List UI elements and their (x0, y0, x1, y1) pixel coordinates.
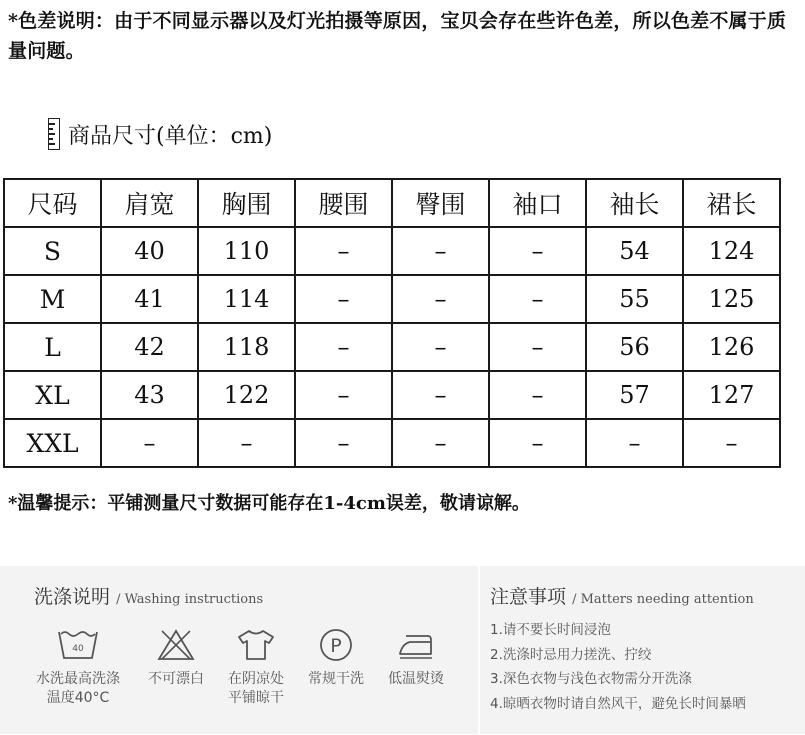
table-cell: 42 (101, 323, 198, 371)
header-cell: 袖口 (489, 179, 586, 227)
table-row (4, 419, 780, 467)
color-difference-notice: *色差说明：由于不同显示器以及灯光拍摄等原因，宝贝会存在些许色差，所以色差不属于质量问题。 (8, 10, 787, 62)
list-item: 3.深色衣物与浅色衣物需分开洗涤 (490, 671, 692, 687)
table-cell: – (392, 323, 489, 371)
attention-tips (490, 618, 746, 716)
header-cell: 裙长 (683, 179, 780, 227)
size-title-text: 商品尺寸(单位：cm) (68, 123, 273, 149)
table-cell: 125 (683, 275, 780, 323)
attention-panel (480, 566, 805, 734)
header-cell: 肩宽 (101, 179, 198, 227)
iron-low-icon (396, 628, 436, 662)
table-cell: – (489, 323, 586, 371)
table-cell: – (101, 419, 198, 467)
table-cell: 54 (586, 227, 683, 275)
table-cell: – (392, 275, 489, 323)
table-cell: – (489, 419, 586, 467)
table-cell: 40 (101, 227, 198, 275)
table-cell: – (392, 419, 489, 467)
dry-clean-symbol: P (330, 635, 342, 657)
list-item: 2.洗涤时忌用力搓洗、拧绞 (490, 646, 652, 663)
size-table-header (4, 179, 780, 227)
table-row (4, 323, 780, 371)
header-cell: 腰围 (295, 179, 392, 227)
table-cell: – (586, 419, 683, 467)
table-cell: 41 (101, 275, 198, 323)
size-label-cell: S (4, 227, 101, 275)
table-cell: – (295, 419, 392, 467)
table-cell: 127 (683, 371, 780, 419)
table-cell: – (198, 419, 295, 467)
table-row (4, 227, 780, 275)
table-cell: 57 (586, 371, 683, 419)
table-cell: – (489, 275, 586, 323)
header-cell: 袖长 (586, 179, 683, 227)
attention-title-text: 注意事项 (490, 586, 567, 608)
wash-40-item (28, 628, 128, 708)
washing-title-text: 洗涤说明 (34, 586, 111, 608)
list-item: 4.晾晒衣物时请自然风干，避免长时间暴晒 (490, 695, 746, 712)
table-cell: – (489, 371, 586, 419)
attention-subtitle: / Matters needing attention (572, 592, 754, 607)
table-cell: 110 (198, 227, 295, 275)
no-bleach-label: 不可漂白 (148, 671, 204, 687)
table-cell: – (489, 227, 586, 275)
table-cell: 122 (198, 371, 295, 419)
header-cell: 尺码 (4, 179, 101, 227)
table-cell: 126 (683, 323, 780, 371)
table-cell: 43 (101, 371, 198, 419)
table-cell: – (295, 371, 392, 419)
header-cell: 胸围 (198, 179, 295, 227)
shade-dry-flat-icon (236, 628, 276, 662)
wash-40-label-2: 温度40°C (46, 690, 110, 706)
dry-clean-icon (316, 628, 356, 662)
table-cell: 114 (198, 275, 295, 323)
washing-subtitle: / Washing instructions (116, 592, 264, 607)
ruler-icon (48, 118, 60, 150)
table-cell: – (392, 371, 489, 419)
size-label-cell: XXL (4, 419, 101, 467)
wash-40-icon (57, 628, 99, 662)
wash-40-label-1: 水洗最高洗涤 (36, 671, 120, 687)
table-cell: 118 (198, 323, 295, 371)
washing-instructions-panel (0, 566, 478, 734)
size-table (3, 178, 781, 468)
wash-temp-label: 40 (72, 644, 84, 654)
size-label-cell: XL (4, 371, 101, 419)
dry-clean-label: 常规干洗 (308, 671, 364, 687)
table-cell: 56 (586, 323, 683, 371)
table-cell: – (683, 419, 780, 467)
size-label-cell: M (4, 275, 101, 323)
list-item: 1.请不要长时间浸泡 (490, 622, 611, 638)
shade-dry-label-2: 平铺晾干 (228, 690, 284, 706)
table-cell: 124 (683, 227, 780, 275)
attention-title (490, 582, 754, 609)
measurement-notice: *温馨提示：平铺测量尺寸数据可能存在1-4cm误差，敬请谅解。 (8, 493, 530, 514)
table-cell: – (295, 227, 392, 275)
table-row (4, 275, 780, 323)
size-label-cell: L (4, 323, 101, 371)
washing-title (34, 582, 263, 609)
table-cell: – (295, 323, 392, 371)
no-bleach-icon (156, 628, 196, 662)
iron-low-label: 低温熨烫 (388, 671, 444, 687)
iron-low-item (366, 628, 466, 689)
size-section-title (48, 118, 272, 150)
header-cell: 臀围 (392, 179, 489, 227)
table-row (4, 371, 780, 419)
table-cell: 55 (586, 275, 683, 323)
table-cell: – (295, 275, 392, 323)
table-cell: – (392, 227, 489, 275)
shade-dry-label-1: 在阴凉处 (228, 671, 284, 687)
